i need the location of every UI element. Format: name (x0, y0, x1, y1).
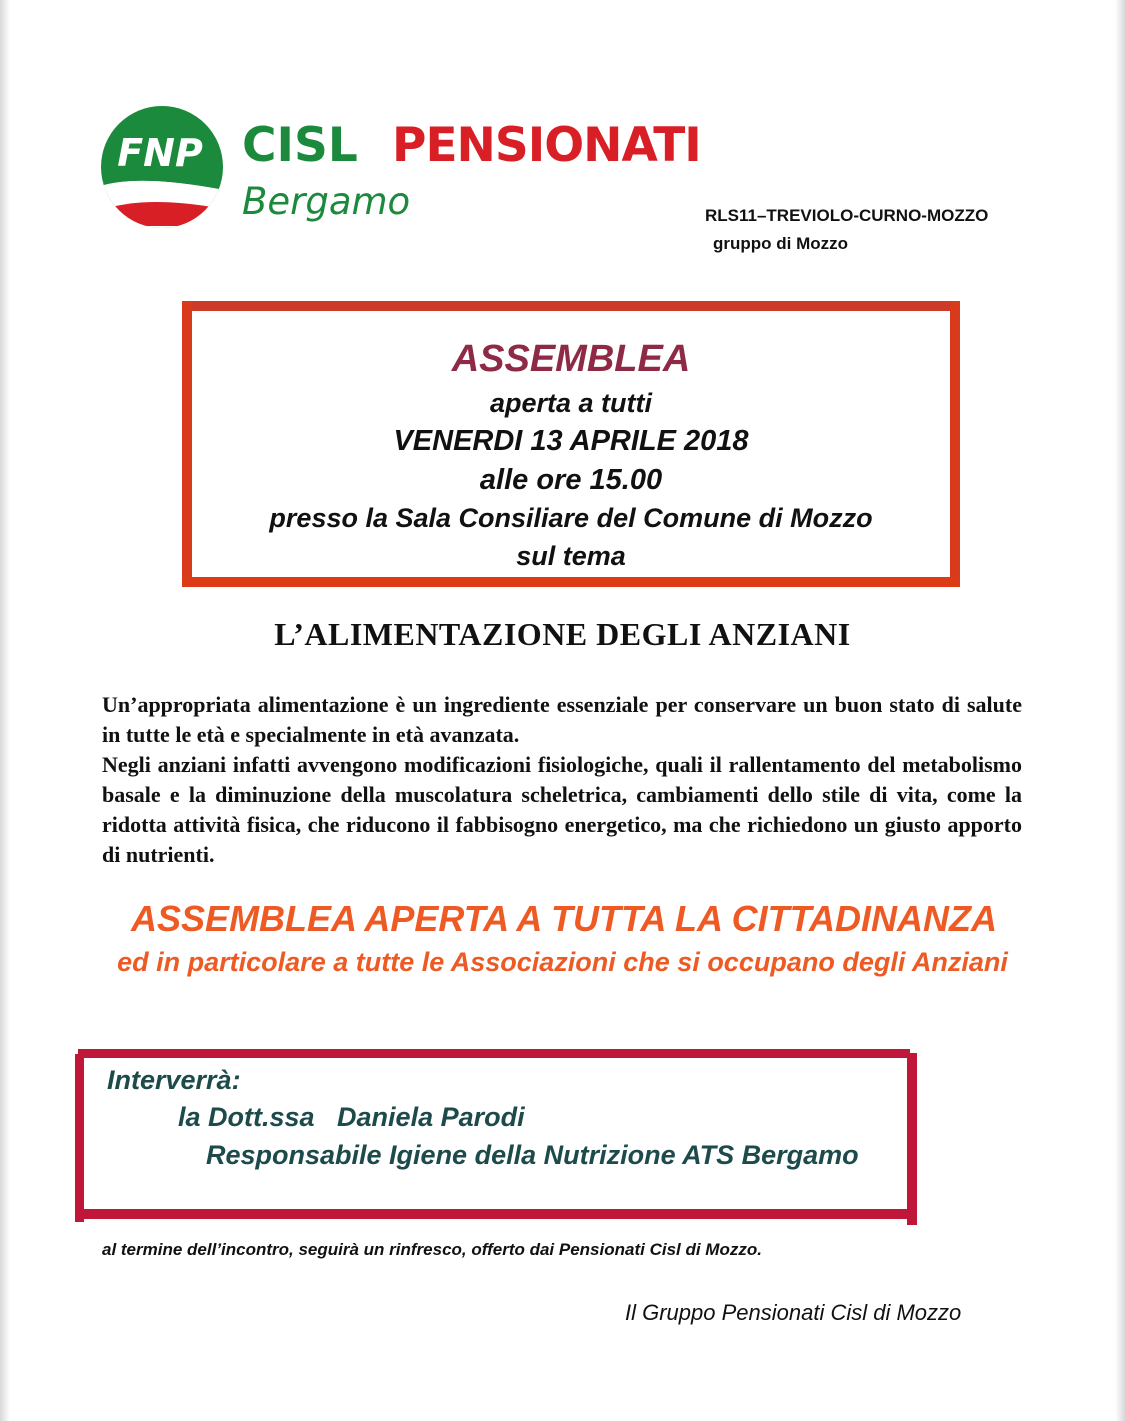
page-edge-right (1115, 0, 1125, 1421)
body-paragraph: Un’appropriata alimentazione è un ingrediente essenziale per conservare un buon stato di salute in tutte le età e specialmente in età avanzata. (102, 692, 1022, 747)
announcement-date: VENERDI 13 APRILE 2018 (393, 425, 749, 457)
announcement-title: ASSEMBLEA (451, 338, 691, 380)
refreshment-note: al termine dell’incontro, seguirà un rinfresco, offerto dai Pensionati Cisl di Mozzo. (102, 1240, 762, 1259)
speaker-name: la Dott.ssa Daniela Parodi (178, 1102, 525, 1132)
org-group: gruppo di Mozzo (713, 234, 849, 253)
fnp-mark-text: FNP (117, 131, 203, 175)
announcement-border-bottom (182, 577, 960, 587)
page-edge-left (0, 0, 10, 1421)
announcement-venue: presso la Sala Consiliare del Comune di Mozzo (269, 503, 873, 533)
logo-brand-cisl: CISL (242, 118, 358, 173)
speaker-role: Responsabile Igiene della Nutrizione ATS Bergamo (206, 1140, 859, 1170)
fnp-logo-mark (100, 104, 224, 230)
call-headline: ASSEMBLEA APERTA A TUTTA LA CITTADINANZA (131, 898, 997, 939)
announcement-line: sul tema (516, 541, 626, 571)
announcement-border-top (182, 301, 960, 311)
topic-heading: L’ALIMENTAZIONE DEGLI ANZIANI (274, 616, 851, 652)
body-text (102, 690, 1022, 870)
org-code: RLS11–TREVIOLO-CURNO-MOZZO (705, 206, 989, 225)
fnp-cisl-logo (100, 100, 710, 240)
call-subline: ed in particolare a tutte le Associazioni che si occupano degli Anziani (117, 947, 1008, 977)
speaker-border-left (75, 1054, 84, 1222)
speaker-border-top (78, 1049, 910, 1058)
body-paragraph: Negli anziani infatti avvengono modificazioni fisiologiche, quali il rallentamento del metabolismo basale e la diminuzione della muscolatura scheletrica, cambiamenti dello stile di vita, come la ridotta attività fisica, che riducono il fabbisogno energetico, ma che richiedono un giusto apporto di nutrienti. (102, 752, 1022, 867)
logo-city: Bergamo (242, 180, 411, 223)
speaker-border-right (907, 1053, 917, 1225)
logo-brand-pensionati: PENSIONATI (392, 118, 701, 173)
signature: Il Gruppo Pensionati Cisl di Mozzo (625, 1300, 962, 1325)
announcement-line: aperta a tutti (489, 388, 653, 418)
announcement-time: alle ore 15.00 (479, 464, 663, 496)
speaker-border-bottom (75, 1209, 917, 1219)
speaker-label: Interverrà: (107, 1065, 241, 1095)
